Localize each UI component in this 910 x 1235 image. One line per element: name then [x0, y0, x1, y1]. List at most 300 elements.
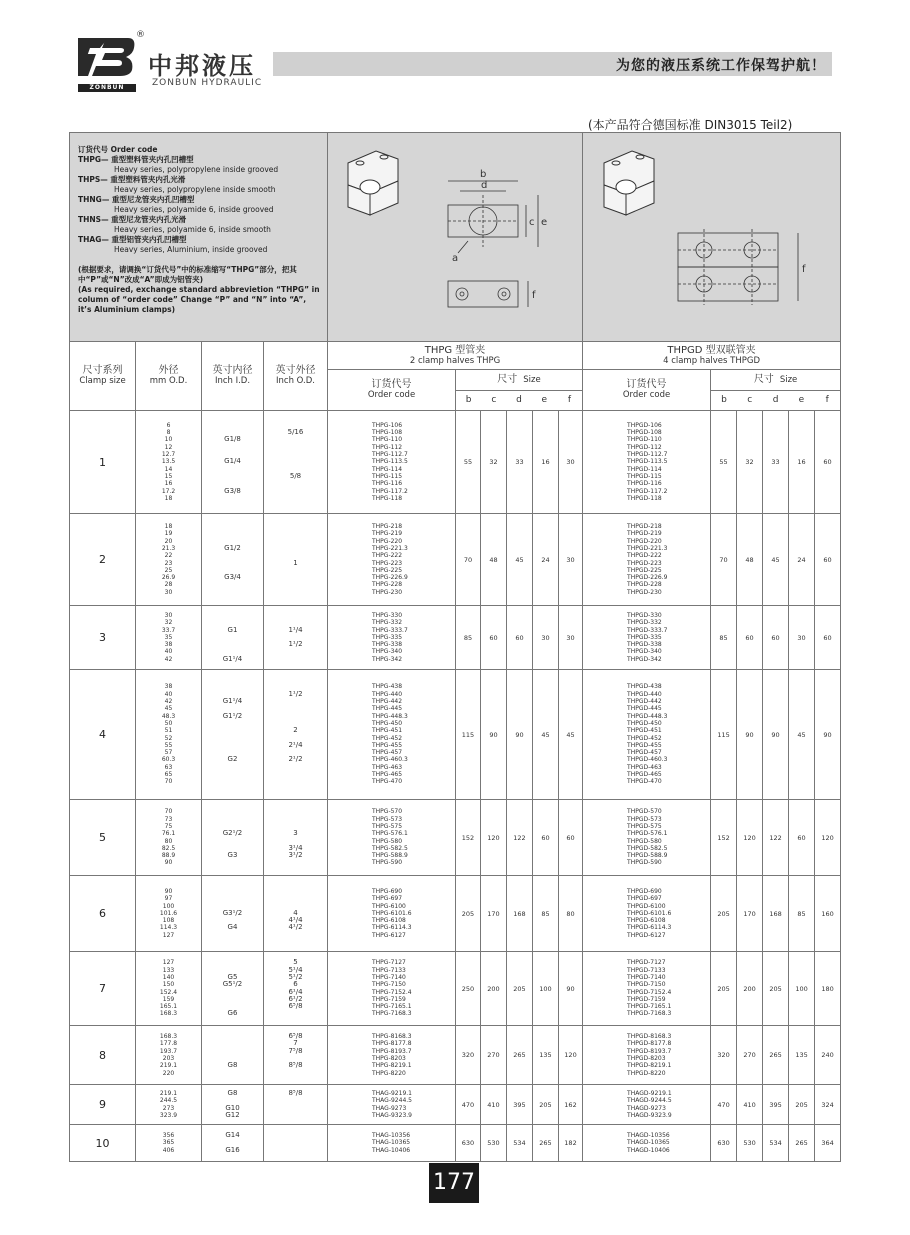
thpgd-code-list-value: THPGD-445 — [627, 705, 662, 713]
thpgd-dim-value: 33 — [763, 411, 789, 514]
inch-od-list-value: 5/16 — [287, 428, 304, 437]
inch-od-list-value — [264, 545, 327, 552]
order-code-item-en: Heavy series, Aluminium, inside grooved — [114, 245, 268, 254]
od-list — [136, 952, 202, 1026]
inch-od-list-value — [264, 778, 327, 785]
inch-od-list-value: 4¹/4 — [288, 916, 303, 925]
inch-od-list — [264, 1026, 328, 1085]
thpg-order-code-header — [328, 370, 456, 411]
thpg-dim-value: 470 — [456, 1085, 481, 1125]
inch-id-list-value: G1 — [227, 625, 238, 634]
od-list-value: 159 — [162, 995, 175, 1003]
thpg-code-list-value: THPG-223 — [372, 559, 403, 567]
clamp-row — [70, 514, 841, 606]
dim-label-d: d — [481, 180, 488, 191]
thpgd-code-list-value: THPGD-590 — [627, 859, 662, 867]
clamp-row — [70, 411, 841, 514]
od-list-value: 100 — [162, 902, 175, 910]
thpg-code-list-value: THPG-8193.7 — [372, 1047, 412, 1055]
order-code-item: THPG— 重型塑料管夹内孔凹槽型 — [78, 155, 194, 164]
thpg-dim-value: 48 — [481, 514, 507, 606]
od-list — [136, 670, 202, 800]
clamp-row — [70, 1125, 841, 1162]
od-list-value: 127 — [162, 931, 175, 939]
order-code-item-en: Heavy series, polyamide 6, inside grooved — [114, 205, 274, 214]
inch-id-list-value: G12 — [225, 1110, 240, 1119]
thpgd-code-list-value: THPGD-457 — [627, 749, 662, 757]
thpgd-code-list-value: THPGD-340 — [627, 648, 662, 656]
thpg-code-list-value: THPG-7168.3 — [372, 1010, 412, 1018]
inch-od-list-value: 6⁵/8 — [288, 1032, 303, 1041]
thpgd-dim-value: 534 — [763, 1125, 789, 1162]
od-list-value: 88.9 — [161, 852, 176, 860]
thpgd-dim-value: 48 — [737, 514, 763, 606]
thpgd-dim-value: 320 — [711, 1026, 737, 1085]
thpg-header: THPG 型管夹 2 clamp halves THPG — [328, 342, 583, 370]
inch-od-list-value — [264, 1147, 327, 1154]
inch-od-list — [264, 514, 328, 606]
thpgd-dim-value: 265 — [789, 1125, 815, 1162]
od-list-value: 12.7 — [161, 451, 176, 459]
col-od: 外径 mm O.D. — [136, 342, 202, 411]
inch-id-list-value — [202, 530, 263, 537]
thpg-code-list-value: THPG-340 — [372, 648, 403, 656]
order-code-item-en: Heavy series, polypropylene inside grooved — [114, 165, 279, 174]
thpgd-code-list — [583, 606, 711, 670]
inch-id-list-value: G5 — [227, 972, 238, 981]
od-list-value: 19 — [164, 530, 173, 538]
od-list-value: 203 — [162, 1055, 175, 1062]
od-list-value: 365 — [162, 1139, 175, 1147]
inch-od-list-value: 1¹/2 — [288, 689, 303, 698]
thpg-code-list-value: THPG-220 — [372, 537, 403, 545]
thpg-order-code-cn: 订货代号 — [371, 379, 412, 390]
inch-od-list-value — [264, 1097, 327, 1104]
inch-od-list-value: 8⁵/8 — [288, 1088, 303, 1097]
zonbun-logo-icon — [78, 38, 136, 84]
thpgd-code-list-value: THPGD-442 — [627, 698, 662, 706]
thpg-code-list-value: THPG-333.7 — [372, 626, 408, 634]
thpgd-code-list-value: THPGD-438 — [627, 683, 662, 691]
inch-od-list-value: 2 — [293, 726, 298, 735]
thpgd-code-list — [583, 670, 711, 800]
thpg-code-list-value: THPG-114 — [372, 465, 403, 473]
thpgd-code-list-value: THPGD-6127 — [627, 931, 666, 939]
inch-od-list-value — [264, 567, 327, 574]
thpgd-code-list-value: THPGD-221.3 — [627, 544, 668, 552]
thpgd-code-list-value: THPGD-690 — [627, 887, 662, 895]
thpg-code-list-value: THPG-582.5 — [372, 844, 408, 852]
thpg-code-list-value: THPG-455 — [372, 741, 403, 749]
thpg-code-list-value: THPG-222 — [372, 552, 403, 560]
inch-od-list-value: 2¹/2 — [288, 755, 303, 764]
od-list-value: 33.7 — [161, 626, 176, 634]
thpg-code-list-value: THPG-106 — [372, 421, 403, 429]
dim-label-f-double: f — [801, 264, 806, 275]
thpgd-code-list-value: THPGD-575 — [627, 822, 662, 830]
thpg-code-list-value: THPG-575 — [372, 822, 403, 830]
thpg-code-list-value: THPG-588.9 — [372, 852, 408, 860]
thpg-dim-f: f — [567, 395, 571, 405]
inch-id-list-value: G6 — [227, 1009, 238, 1018]
thpg-dim-value: 630 — [456, 1125, 481, 1162]
od-list — [136, 1085, 202, 1125]
od-list-value: 90 — [164, 887, 173, 895]
thpgd-order-code-header — [583, 370, 711, 411]
thpg-code-list-value: THPG-7133 — [372, 966, 406, 974]
thpgd-code-list — [583, 876, 711, 952]
od-list-value: 38 — [164, 683, 173, 691]
thpgd-code-list-value: THAGD-9273 — [627, 1104, 666, 1112]
thpg-dim-value: 410 — [481, 1085, 507, 1125]
inch-od-list-value — [264, 713, 327, 720]
inch-id-list-value — [202, 444, 263, 451]
clamp-size: 5 — [70, 800, 136, 876]
thpg-code-list-value: THPG-450 — [372, 719, 403, 727]
od-list-value: 26.9 — [161, 574, 176, 582]
clamp-size: 10 — [70, 1125, 136, 1162]
thpg-code-list — [328, 514, 456, 606]
thpg-dim-value: 45 — [507, 514, 533, 606]
clamp-row — [70, 800, 841, 876]
inch-od-list-value — [264, 458, 327, 465]
thpg-code-list-value: THPG-330 — [372, 611, 403, 619]
inch-od-list-value — [264, 816, 327, 823]
thpg-code-list-value: THPG-7150 — [372, 981, 406, 989]
inch-od-list-value: 7⁵/8 — [288, 1046, 303, 1055]
inch-id-list-value — [202, 581, 263, 588]
thpgd-dim-value: 180 — [815, 952, 841, 1026]
inch-id-list-value — [202, 634, 263, 641]
thpg-dim-value: 30 — [559, 411, 583, 514]
thpg-code-list-value: THPG-6127 — [372, 931, 406, 939]
thpgd-code-list-value: THPGD-8193.7 — [627, 1047, 672, 1055]
thpgd-dim-value: 90 — [737, 670, 763, 800]
thpg-dim-value: 16 — [533, 411, 559, 514]
thpg-code-list-value: THPG-7152.4 — [372, 988, 412, 996]
thpg-drawing — [328, 133, 584, 337]
clamp-row — [70, 670, 841, 800]
od-list-value: 165.1 — [159, 1003, 178, 1011]
inch-id-list-value: G1¹/4 — [222, 654, 243, 663]
thpgd-dim-value: 55 — [711, 411, 737, 514]
inch-id-list — [202, 800, 264, 876]
thpgd-code-list-value: THPGD-330 — [627, 611, 662, 619]
od-list-value: 16 — [164, 480, 173, 488]
thpg-code-list-value: THPG-470 — [372, 778, 403, 786]
inch-id-list-value — [202, 523, 263, 530]
thpgd-code-list — [583, 1026, 711, 1085]
thpgd-dim-value: 470 — [711, 1085, 737, 1125]
inch-od-list — [264, 411, 328, 514]
thpgd-diagram — [583, 133, 841, 342]
thpgd-dim-value: 85 — [789, 876, 815, 952]
thpgd-code-list-value: THPGD-220 — [627, 537, 662, 545]
od-list-value: 22 — [164, 552, 173, 560]
inch-od-list-value — [264, 808, 327, 815]
inch-id-list-value — [202, 422, 263, 429]
inch-id-list — [202, 514, 264, 606]
inch-od-list-value — [264, 480, 327, 487]
thpg-dim-value: 33 — [507, 411, 533, 514]
inch-od-list-value: 3¹/2 — [288, 851, 303, 860]
thpg-dim-value: 168 — [507, 876, 533, 952]
od-list-value: 28 — [164, 581, 173, 589]
thpgd-code-list-value: THPGD-219 — [627, 530, 662, 538]
thpg-dim-value: 534 — [507, 1125, 533, 1162]
thpg-code-list-value: THPG-7127 — [372, 959, 406, 967]
od-list-value: 65 — [164, 770, 173, 778]
thpgd-code-list-value: THPGD-7165.1 — [627, 1003, 672, 1011]
thpg-dim-value: 265 — [533, 1125, 559, 1162]
thpg-code-list-value: THPG-465 — [372, 770, 403, 778]
inch-id-list — [202, 952, 264, 1026]
thpgd-dim-value: 270 — [737, 1026, 763, 1085]
thpg-code-list-value: THAG-9323.9 — [372, 1111, 412, 1119]
thpgd-dim-value: 364 — [815, 1125, 841, 1162]
od-list-value: 140 — [162, 973, 175, 981]
inch-id-list-value — [202, 888, 263, 895]
dim-label-c: c — [529, 217, 535, 228]
thpg-code-list-value: THPG-457 — [372, 749, 403, 757]
thpg-dim-value: 135 — [533, 1026, 559, 1085]
inch-id-list-value — [202, 466, 263, 473]
thpgd-dim-value: 160 — [815, 876, 841, 952]
od-list-value: 80 — [164, 837, 173, 845]
inch-od-list — [264, 876, 328, 952]
thpgd-code-list-value: THPGD-218 — [627, 523, 662, 531]
od-list — [136, 876, 202, 952]
thpg-code-list-value: THPG-8220 — [372, 1069, 406, 1077]
thpgd-code-list-value: THPGD-7133 — [627, 966, 666, 974]
inch-id-list-value — [202, 771, 263, 778]
od-list — [136, 606, 202, 670]
page-number: 177 — [429, 1163, 479, 1203]
inch-id-list-value — [202, 1040, 263, 1047]
thpgd-code-list-value: THAGD-10406 — [627, 1146, 670, 1154]
thpg-dim-value: 90 — [507, 670, 533, 800]
thpgd-code-list-value: THAGD-9244.5 — [627, 1097, 672, 1105]
thpg-code-list-value: THPG-590 — [372, 859, 403, 867]
od-list-value: 273 — [162, 1104, 175, 1112]
thpg-code-list-value: THPG-117.2 — [372, 487, 408, 495]
od-list-value: 13.5 — [161, 458, 176, 466]
od-list-value: 35 — [164, 633, 173, 641]
inch-id-list-value: G4 — [227, 923, 238, 932]
thpgd-dim-value: 16 — [789, 411, 815, 514]
od-list-value: 76.1 — [161, 830, 176, 838]
clamp-size: 7 — [70, 952, 136, 1026]
od-list-value: 60.3 — [161, 756, 176, 764]
thpgd-code-list-value: THPGD-335 — [627, 633, 662, 641]
inch-id-list-value: G3 — [227, 851, 238, 860]
thpg-dim-value: 85 — [533, 876, 559, 952]
inch-id-list-value: G8 — [227, 1061, 238, 1070]
registered-mark: ® — [136, 30, 145, 40]
od-list-value: 17.2 — [161, 487, 176, 495]
thpg-dim-value: 120 — [481, 800, 507, 876]
thpg-order-code-en: Order code — [367, 390, 416, 400]
thpg-size-header — [456, 370, 583, 411]
inch-od-list-value — [264, 538, 327, 545]
order-code-item: THPS— 重型塑料管夹内孔光滑 — [78, 175, 186, 184]
thpgd-dim-value: 24 — [789, 514, 815, 606]
brand-name-en: ZONBUN HYDRAULIC — [152, 78, 263, 88]
thpg-code-list-value: THPG-460.3 — [372, 756, 408, 764]
thpgd-code-list-value: THPGD-332 — [627, 619, 662, 627]
thpgd-dim-value: 60 — [815, 411, 841, 514]
thpg-dim-value: 205 — [507, 952, 533, 1026]
thpgd-dim-value: 115 — [711, 670, 737, 800]
inch-od-list — [264, 1125, 328, 1162]
thpgd-code-list — [583, 1085, 711, 1125]
thpgd-code-list-value: THPGD-226.9 — [627, 574, 668, 582]
thpg-code-list-value: THAG-9219.1 — [372, 1089, 412, 1097]
inch-od-list — [264, 670, 328, 800]
thpgd-code-list-value: THPGD-223 — [627, 559, 662, 567]
thpgd-code-list-value: THAGD-9323.9 — [627, 1111, 672, 1119]
thpg-dim-value: 60 — [559, 800, 583, 876]
thpgd-code-list-value: THPGD-7127 — [627, 959, 666, 967]
inch-od-list-value: 8⁵/8 — [288, 1061, 303, 1070]
thpgd-code-list-value: THPGD-338 — [627, 641, 662, 649]
thpg-code-list-value: THPG-7140 — [372, 973, 406, 981]
brand-name-cn: 中邦液压 — [148, 52, 256, 80]
od-list-value: 6 — [166, 421, 171, 429]
inch-od-list-value: 6¹/2 — [288, 994, 303, 1003]
thpg-code-list-value: THPG-440 — [372, 690, 403, 698]
thpg-code-list-value: THPG-115 — [372, 472, 403, 480]
thpgd-dim-value: 120 — [737, 800, 763, 876]
thpg-dim-value: 24 — [533, 514, 559, 606]
thpg-code-list-value: THPG-116 — [372, 480, 403, 488]
od-list-value: 152.4 — [159, 988, 178, 996]
inch-od-list-value: 1 — [293, 558, 298, 567]
thpg-code-list-value: THPG-342 — [372, 655, 403, 663]
thpg-code-list-value: THPG-112.7 — [372, 451, 408, 459]
thpgd-code-list-value: THPGD-570 — [627, 808, 662, 816]
thpg-code-list-value: THPG-697 — [372, 895, 403, 903]
inch-id-list-value: G8 — [227, 1088, 238, 1097]
thpgd-size-en: Size — [779, 375, 798, 385]
thpg-code-list-value: THPG-580 — [372, 837, 403, 845]
thpg-code-list-value: THPG-6100 — [372, 902, 406, 910]
inch-od-list-value — [264, 589, 327, 596]
inch-od-list — [264, 1085, 328, 1125]
thpgd-code-list — [583, 952, 711, 1026]
inch-id-list-value: G3/4 — [224, 573, 241, 582]
od-list — [136, 1125, 202, 1162]
thpg-code-list-value: THPG-112 — [372, 443, 403, 451]
thpgd-dim-value: 100 — [789, 952, 815, 1026]
od-list-value: 18 — [164, 494, 173, 502]
inch-od-list-value — [264, 1112, 327, 1119]
thpg-code-list-value: THPG-110 — [372, 436, 403, 444]
thpgd-dim-value: 530 — [737, 1125, 763, 1162]
inch-id-list — [202, 411, 264, 514]
clamp-size: 6 — [70, 876, 136, 952]
inch-id-list-value: G10 — [225, 1103, 240, 1112]
thpgd-dim-value: 32 — [737, 411, 763, 514]
thpgd-size-cn: 尺寸 — [753, 374, 774, 385]
inch-od-list-value — [264, 859, 327, 866]
thpgd-code-list-value: THPGD-8219.1 — [627, 1062, 672, 1070]
thpgd-code-list-value: THPGD-697 — [627, 895, 662, 903]
inch-id-list-value: G3/8 — [224, 486, 241, 495]
inch-id-list-value: G1¹/4 — [222, 697, 243, 706]
thpgd-code-list-value: THPGD-470 — [627, 778, 662, 786]
thpg-dim-value: 395 — [507, 1085, 533, 1125]
thpg-code-list-value: THAG-10365 — [372, 1139, 411, 1147]
thpgd-dim-value: 170 — [737, 876, 763, 952]
clamp-size: 4 — [70, 670, 136, 800]
thpg-dim-b: b — [465, 395, 472, 405]
inch-id-list-value: G16 — [225, 1145, 240, 1154]
thpgd-code-list-value: THPGD-465 — [627, 770, 662, 778]
thpgd-code-list-value: THPGD-112 — [627, 443, 662, 451]
od-list-value: 20 — [164, 537, 173, 545]
thpgd-code-list-value: THPGD-6108 — [627, 917, 666, 925]
thpgd-code-list — [583, 514, 711, 606]
thpgd-code-list-value: THPGD-573 — [627, 815, 662, 823]
thpg-code-list-value: THPG-225 — [372, 566, 403, 574]
thpg-dim-value: 152 — [456, 800, 481, 876]
thpg-dim-value: 205 — [456, 876, 481, 952]
inch-id-list — [202, 1125, 264, 1162]
thpg-dim-d: d — [516, 395, 522, 405]
thpgd-dim-value: 265 — [763, 1026, 789, 1085]
order-code-item: THNG— 重型尼龙管夹内孔凹槽型 — [78, 195, 195, 204]
thpgd-dim-value: 45 — [763, 514, 789, 606]
thpg-dim-value: 100 — [533, 952, 559, 1026]
thpg-dim-value: 530 — [481, 1125, 507, 1162]
thpg-dim-value: 320 — [456, 1026, 481, 1085]
thpgd-code-list-value: THPGD-230 — [627, 588, 662, 596]
od-list-value: 25 — [164, 566, 173, 574]
thpg-dim-value: 205 — [533, 1085, 559, 1125]
inch-od-list — [264, 606, 328, 670]
inch-od-list-value — [264, 895, 327, 902]
standard-note: (本产品符合德国标准 DIN3015 Teil2) — [588, 118, 793, 132]
thpgd-code-list-value: THPGD-7150 — [627, 981, 666, 989]
od-list-value: 133 — [162, 966, 175, 974]
thpgd-code-list-value: THPGD-448.3 — [627, 712, 668, 720]
od-list-value: 150 — [162, 981, 175, 989]
thpg-code-list-value: THPG-7159 — [372, 995, 406, 1003]
thpg-code-list — [328, 606, 456, 670]
thpg-code-list — [328, 670, 456, 800]
inch-id-list-value — [202, 808, 263, 815]
thpgd-dim-value: 205 — [711, 952, 737, 1026]
thpg-dim-value: 45 — [533, 670, 559, 800]
thpgd-dim-value: 90 — [763, 670, 789, 800]
thpgd-code-list-value: THPGD-225 — [627, 566, 662, 574]
slogan-banner — [273, 52, 832, 76]
inch-id-list-value — [202, 720, 263, 727]
inch-od-list-value — [264, 1070, 327, 1077]
thpgd-dim-d: d — [772, 395, 779, 405]
thpg-code-list — [328, 800, 456, 876]
inch-id-list — [202, 1026, 264, 1085]
inch-id-list-value — [202, 816, 263, 823]
clamp-size: 8 — [70, 1026, 136, 1085]
inch-od-list-value — [264, 581, 327, 588]
inch-id-list-value — [202, 1033, 263, 1040]
inch-od-list-value: 4 — [293, 908, 298, 917]
inch-od-list — [264, 952, 328, 1026]
thpg-code-list-value: THPG-8177.8 — [372, 1040, 412, 1048]
inch-id-list-value — [202, 641, 263, 648]
